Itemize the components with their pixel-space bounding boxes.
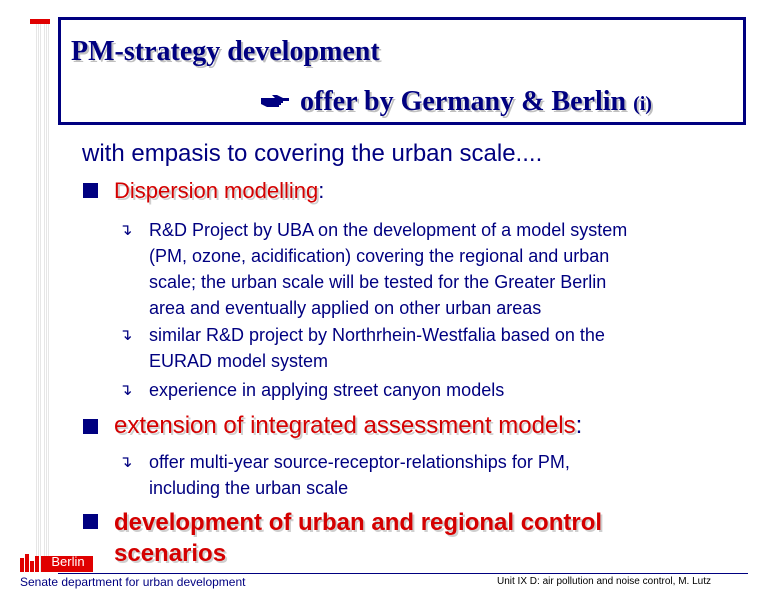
list-item	[149, 217, 627, 321]
square-bullet-icon	[83, 183, 98, 198]
logo-text: Berlin	[51, 554, 85, 569]
footer-divider	[58, 573, 748, 574]
subtitle-text: offer by Germany & Berlin	[300, 86, 627, 117]
footer-unit: Unit IX D: air pollution and noise control, M. Lutz	[497, 576, 711, 587]
list-item-line: R&D Project by UBA on the development of a model system	[149, 220, 628, 240]
slide-subtitle	[257, 86, 652, 118]
arrow-bullet-icon: ↴	[119, 327, 133, 344]
list-item-line: including the urban scale	[149, 478, 349, 498]
decorative-stripe	[36, 24, 42, 572]
section-heading-text: Dispersion modelling	[114, 178, 319, 203]
section-heading-line: development of urban and regional control	[114, 509, 603, 536]
section-heading-text: extension of integrated assessment models	[114, 412, 576, 439]
list-item-line: offer multi-year source-receptor-relationships for PM,	[149, 452, 570, 472]
list-item-line: scale; the urban scale will be tested for the Greater Berlin	[149, 272, 607, 292]
square-bullet-icon	[83, 514, 98, 529]
arrow-bullet-icon: ↴	[119, 454, 133, 471]
list-item-line: area and eventually applied on other urban areas	[149, 298, 542, 318]
section-heading	[114, 178, 324, 204]
heading-colon: :	[318, 178, 325, 203]
list-item	[149, 322, 605, 374]
pointing-hand-icon	[257, 92, 293, 110]
arrow-bullet-icon: ↴	[119, 382, 133, 399]
section-heading	[114, 507, 602, 569]
footer-department: Senate department for urban development	[20, 575, 246, 589]
intro-text: with empasis to covering the urban scale....	[82, 140, 543, 167]
section-heading	[114, 412, 582, 440]
slide-title: PM-strategy development	[71, 36, 380, 67]
title-box	[58, 17, 746, 125]
subtitle-suffix: (i)	[633, 93, 652, 115]
list-item-line: similar R&D project by Northrhein-Westfalia based on the	[149, 325, 605, 345]
list-item-line: EURAD model system	[149, 351, 329, 371]
square-bullet-icon	[83, 419, 98, 434]
section-heading-line: scenarios	[114, 540, 227, 567]
list-item	[149, 449, 570, 501]
decorative-stripe	[44, 24, 50, 572]
arrow-bullet-icon: ↴	[119, 222, 133, 239]
list-item-line: (PM, ozone, acidification) covering the regional and urban	[149, 246, 610, 266]
list-item-line: experience in applying street canyon models	[149, 380, 505, 400]
heading-colon: :	[575, 412, 583, 439]
list-item	[149, 377, 504, 403]
